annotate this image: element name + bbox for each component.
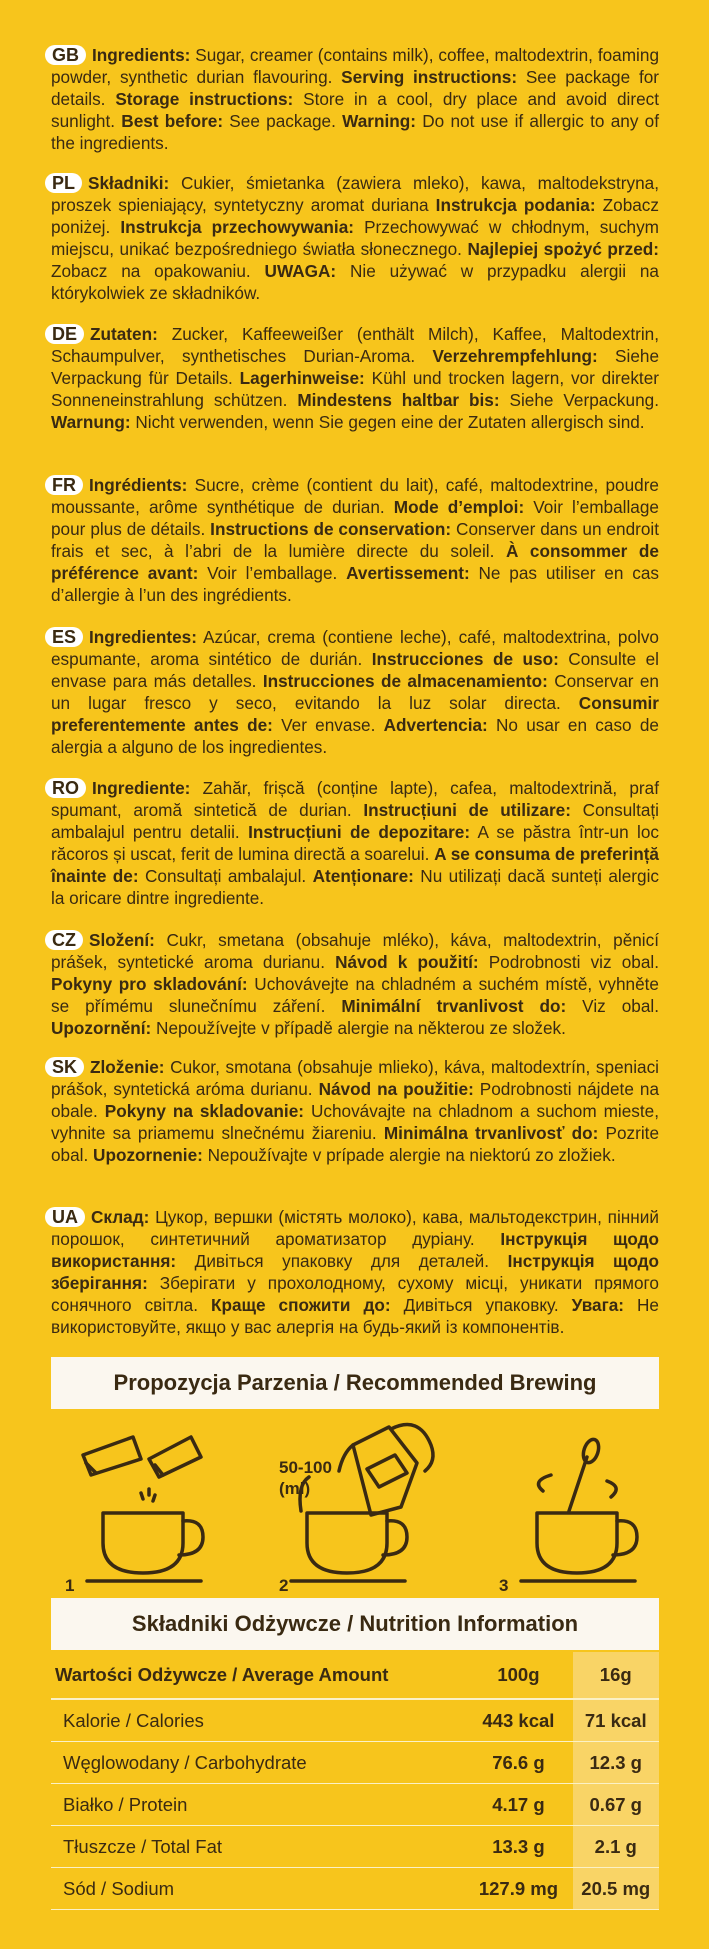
nutrition-row (51, 1699, 659, 1742)
field-text: Дивіться упаковку. (390, 1295, 572, 1315)
field-text: Nepoužívajte v prípade alergie na niektorú zo zložiek. (202, 1145, 616, 1165)
field-label: Mindestens haltbar bis: (297, 390, 500, 410)
nutrient-name: Białko / Protein (51, 1784, 464, 1826)
cup-icon-step2 (291, 1513, 407, 1581)
field-text: Цукор, вершки (містять молоко), кава, мальтодекстрин, пінний порошок, синтетичний ароматизатор дуріану. (51, 1207, 659, 1249)
field-text: Store in a cool, dry place and avoid direct sunlight. (51, 89, 659, 131)
spoon-icon (539, 1437, 617, 1511)
field-text: Nie używać w przypadku alergii na którykolwiek ze składników. (51, 261, 659, 303)
field-text: Viz obal. (566, 996, 659, 1016)
field-label: Ingredients: (92, 45, 191, 65)
nutrition-header-row (51, 1652, 659, 1699)
cup-icon-step1 (87, 1513, 203, 1581)
nutrient-name: Węglowodany / Carbohydrate (51, 1742, 464, 1784)
field-label: Avertissement: (346, 563, 470, 583)
section-de (51, 323, 659, 433)
field-label: Instrukcja podania: (435, 195, 596, 215)
brewing-title: Propozycja Parzenia / Recommended Brewing (113, 1370, 597, 1395)
nutrient-name: Kalorie / Calories (51, 1699, 464, 1742)
field-text: Zucker, Kaffeeweißer (enthält Milch), Kaffee, Maltodextrin, Schaumpulver, synthetisches Durian-Aroma. (51, 324, 659, 366)
field-text: See package. (223, 111, 343, 131)
section-ro (51, 777, 659, 909)
language-badge: CZ (45, 930, 83, 950)
field-text: Conservar en un lugar fresco y seco, evitando la luz solar directa. (51, 671, 659, 713)
value-16g: 20.5 mg (573, 1868, 660, 1910)
language-badge: UA (45, 1207, 85, 1227)
field-label: Увага: (571, 1295, 625, 1315)
language-badge: FR (45, 475, 83, 495)
field-label: Краще спожити до: (210, 1295, 391, 1315)
field-text: Uchovávajte na chladnom a suchom mieste, vyhnite sa priamemu slnečnému žiareniu. (51, 1101, 660, 1143)
field-text: Cukor, smotana (obsahuje mlieko), káva, maltodextrín, speniaci prášok, syntetická aróma durianu. (51, 1057, 659, 1099)
field-label: Ingrédients: (89, 475, 188, 495)
section-fr (51, 474, 659, 606)
field-label: Návod k použití: (335, 952, 479, 972)
field-text: Przechowywać w chłodnym, suchym miejscu, unikać bezpośredniego światła słonecznego. (51, 217, 660, 259)
field-text: Podrobnosti viz obal. (478, 952, 659, 972)
header-100g: 100g (464, 1652, 572, 1699)
field-text: Consultați ambalajul pentru detalii. (51, 800, 660, 842)
step-number-1: 1 (65, 1576, 75, 1595)
nutrient-name: Tłuszcze / Total Fat (51, 1826, 464, 1868)
field-label: Verzehrempfehlung: (432, 346, 598, 366)
field-text: Zahăr, frișcă (conține lapte), cafea, maltodextrină, praf spumant, aromă sintetică de durian. (51, 778, 659, 820)
field-label: A se consuma de preferință înainte de: (51, 844, 659, 886)
field-text: Sucre, crème (contient du lait), café, maltodextrine, poudre moussante, arôme synthétique de durian. (51, 475, 659, 517)
value-16g: 71 kcal (573, 1699, 660, 1742)
value-16g: 2.1 g (573, 1826, 660, 1868)
brewing-steps-illustration (51, 1415, 659, 1595)
header-16g: 16g (573, 1652, 660, 1699)
sachet-icon (83, 1437, 201, 1501)
field-text: Зберігати у прохолодному, сухому місці, уникати прямого сонячного світла. (51, 1273, 659, 1315)
value-100g: 4.17 g (464, 1784, 572, 1826)
field-label: Instrucciones de uso: (371, 649, 559, 669)
field-text: Siehe Verpackung. (499, 390, 659, 410)
field-label: Advertencia: (383, 715, 488, 735)
field-text: A se păstra într-un loc răcoros și uscat, ferit de lumina directă a soarelui. (51, 822, 660, 864)
section-sk (51, 1056, 659, 1166)
field-text: Uchovávejte na chladném a suchém místě, vyhněte se přímému slunečnímu záření. (51, 974, 659, 1016)
field-label: Zloženie: (90, 1057, 165, 1077)
value-100g: 76.6 g (464, 1742, 572, 1784)
field-label: Ingredientes: (89, 627, 197, 647)
field-label: Mode d’emploi: (393, 497, 525, 517)
field-text: Nepoužívejte v případě alergie na některou ze složek. (151, 1018, 566, 1038)
field-label: Storage instructions: (115, 89, 294, 109)
nutrition-row (51, 1868, 659, 1910)
field-label: Pokyny na skladovanie: (104, 1101, 304, 1121)
field-label: Serving instructions: (341, 67, 518, 87)
section-gb (51, 44, 659, 154)
field-label: Složení: (89, 930, 155, 950)
field-text: Zobacz na opakowaniu. (51, 261, 265, 281)
field-label: Warnung: (51, 412, 131, 432)
nutrient-name: Sód / Sodium (51, 1868, 464, 1910)
water-amount: 50-100 (279, 1458, 332, 1477)
field-text: Kühl und trocken lagern, vor direkter Sonneneinstrahlung schützen. (51, 368, 659, 410)
step-number-3: 3 (499, 1576, 509, 1595)
field-text: Pozrite obal. (51, 1123, 660, 1165)
field-text: See package for details. (51, 67, 660, 109)
field-label: Consumir preferentemente antes de: (51, 693, 659, 735)
field-text: Ver envase. (272, 715, 384, 735)
water-unit: (ml) (279, 1479, 311, 1498)
field-label: Minimální trvanlivost do: (341, 996, 567, 1016)
field-label: Návod na použitie: (318, 1079, 474, 1099)
field-label: Ingrediente: (92, 778, 191, 798)
section-es (51, 626, 659, 758)
cup-icon-step3 (521, 1513, 637, 1581)
value-16g: 0.67 g (573, 1784, 660, 1826)
field-label: Інструкція щодо зберігання: (51, 1251, 660, 1293)
field-label: À consommer de préférence avant: (51, 541, 659, 583)
field-text: Ne pas utiliser en cas d’allergie à l’un des ingrédients. (51, 563, 659, 605)
field-label: Warning: (342, 111, 416, 131)
field-text: Cukier, śmietanka (zawiera mleko), kawa, maltodekstryna, proszek spieniający, syntetyczny aromat duriana (51, 173, 659, 215)
nutrition-banner (51, 1598, 659, 1650)
field-label: Instrucciones de almacenamiento: (262, 671, 548, 691)
field-text: Дивіться упаковку для деталей. (176, 1251, 508, 1271)
language-badge: PL (45, 173, 82, 193)
value-100g: 127.9 mg (464, 1868, 572, 1910)
field-label: Atenționare: (312, 866, 414, 886)
field-label: Najlepiej spożyć przed: (467, 239, 659, 259)
section-pl (51, 172, 659, 304)
nutrition-row (51, 1826, 659, 1868)
field-text: Nicht verwenden, wenn Sie gegen eine der Zutaten allergisch sind. (130, 412, 645, 432)
field-text: Не використовуйте, якщо у вас алергія на будь-який із компонентів. (51, 1295, 659, 1337)
language-badge: ES (45, 627, 83, 647)
field-text: Podrobnosti nájdete na obale. (51, 1079, 659, 1121)
field-label: Best before: (121, 111, 224, 131)
step-number-2: 2 (279, 1576, 289, 1595)
field-label: Pokyny pro skladování: (51, 974, 248, 994)
field-label: Instrucțiuni de utilizare: (363, 800, 571, 820)
nutrition-row (51, 1784, 659, 1826)
field-label: Zutaten: (90, 324, 158, 344)
field-text: Cukr, smetana (obsahuje mléko), káva, maltodextrin, pěnicí prášek, syntetické aroma durianu. (51, 930, 659, 972)
field-text: Do not use if allergic to any of the ingredients. (51, 111, 660, 153)
value-16g: 12.3 g (573, 1742, 660, 1784)
field-label: Upozornění: (51, 1018, 152, 1038)
field-label: Lagerhinweise: (239, 368, 365, 388)
field-text: Consulte el envase para más detalles. (51, 649, 659, 691)
field-text: Conserver dans un endroit frais et sec, à l’abri de la lumière directe du soleil. (51, 519, 660, 561)
field-text: No usar en caso de alergia a alguno de los ingredientes. (51, 715, 659, 757)
nutrition-row (51, 1742, 659, 1784)
language-badge: DE (45, 324, 84, 344)
language-badge: SK (45, 1057, 84, 1077)
field-text: Zobacz poniżej. (51, 195, 659, 237)
language-badge: GB (45, 45, 86, 65)
field-label: Instrukcja przechowywania: (120, 217, 354, 237)
field-text: Sugar, creamer (contains milk), coffee, maltodextrin, foaming powder, synthetic durian flavouring. (51, 45, 659, 87)
field-text: Voir l’emballage pour plus de détails. (51, 497, 659, 539)
field-label: Instrucțiuni de depozitare: (248, 822, 471, 842)
field-label: Інструкція щодо використання: (51, 1229, 659, 1271)
nutrition-title: Składniki Odżywcze / Nutrition Information (131, 1611, 579, 1636)
field-text: Nu utilizați dacă sunteți alergic la oricare dintre ingrediente. (51, 866, 659, 908)
field-label: Upozornenie: (93, 1145, 203, 1165)
header-amount: Wartości Odżywcze / Average Amount (51, 1652, 464, 1699)
field-text: Siehe Verpackung für Details. (51, 346, 659, 388)
field-text: Consultați ambalajul. (138, 866, 313, 886)
field-label: Instructions de conservation: (210, 519, 452, 539)
field-label: Склад: (91, 1207, 150, 1227)
field-text: Voir l’emballage. (198, 563, 347, 583)
brewing-banner (51, 1357, 659, 1409)
value-100g: 443 kcal (464, 1699, 572, 1742)
section-cz (51, 929, 659, 1039)
nutrition-table (51, 1652, 659, 1910)
field-label: Minimálna trvanlivosť do: (383, 1123, 599, 1143)
field-label: UWAGA: (264, 261, 337, 281)
field-label: Składniki: (88, 173, 170, 193)
section-ua (51, 1206, 659, 1338)
language-badge: RO (45, 778, 86, 798)
field-text: Azúcar, crema (contiene leche), café, maltodextrina, polvo espumante, aroma sintético de durián. (51, 627, 659, 669)
value-100g: 13.3 g (464, 1826, 572, 1868)
